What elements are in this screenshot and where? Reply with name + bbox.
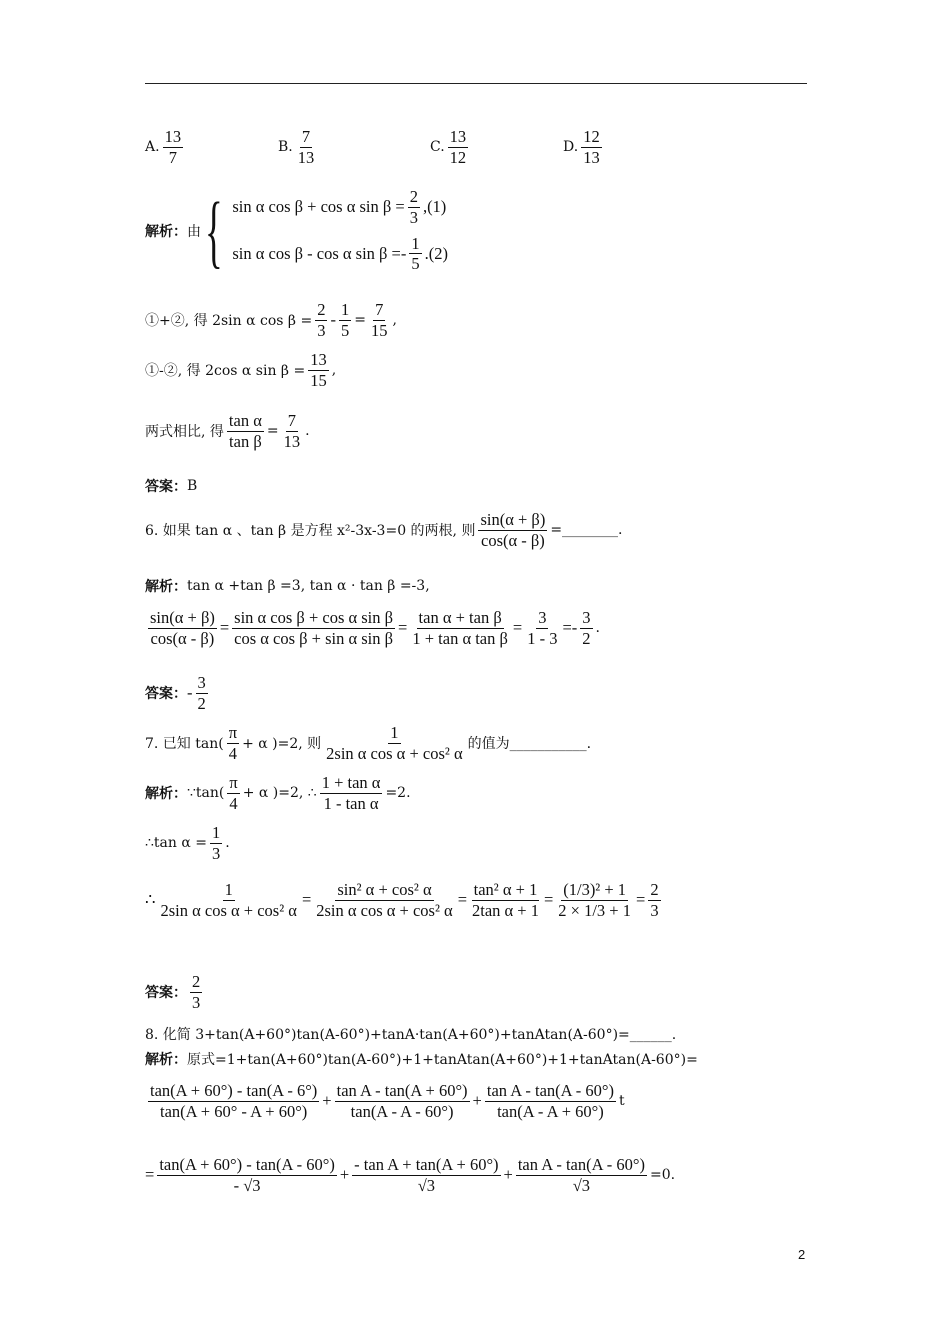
fraction: $\frac{13}{7}$ [164,127,182,167]
equation-2: sin α cos β - cos α sin β =- $\frac{1}{5}$ .(2) [232,233,448,274]
q7-tan-line: ∴tan α = $\frac{1}{3}$ . [145,823,230,863]
q7-analysis: 解析： ∵tan( $\frac{\pi}{4}$ + α )=2, ∴ $\frac{\text{1 + tan α}}{\text{1 - tan α}}$ =2. [145,773,411,813]
fraction: $\frac{12}{13}$ [583,127,600,167]
q5-system: 解析： 由 { sin α cos β + cos α sin β = $\frac{2}{3}$ ,(1) sin α cos β - cos α sin β =- $\frac{1}{5}$ .(2) [145,184,448,276]
q8-row1: $\frac{\tan(A + 60^\circ) - \tan(A - 6^\circ)}{\tan(A + 60^\circ - A + 60^\circ)}$ + $\frac{\text{tan A - tan(A + 60°)}}{\tan(A - A - 60^\circ)}$ + $\frac{\text{tan A - tan(A - 60°)}}{\tan(A - A + 60^\circ)}$ t [150,1081,625,1121]
choice-b: B. $\frac{7}{13}$ [278,127,315,167]
q8-row2: = $\frac{\tan(A + 60^\circ) - \tan(A - 60^\circ)}{- √3}$ + $\frac{\text{- tan A + tan(A + 60°)}}{√3}$ + $\frac{\text{tan A - tan(A - 60°)}}{√3}$ =0. [145,1155,676,1195]
q6-analysis: 解析： tan α +tan β =3, tan α · tan β =-3, [145,578,430,595]
q8-question: 8. 化简 3+tan(A+60°)tan(A-60°)+tanA·tan(A+60°)+tanAtan(A-60°)=______. [145,1027,677,1043]
choice-d: D. $\frac{12}{13}$ [563,127,600,167]
q5-step3: 两式相比, 得 $\frac{\text{tan α}}{\text{tan β}}$ = $\frac{7}{13}$ . [145,411,310,451]
q6-answer: 答案： - $\frac{3}{2}$ [145,673,206,713]
fraction: $\frac{7}{13}$ [297,127,315,167]
q6-chain: $\frac{\sin(\alpha + \beta)}{\cos(\alpha - \beta)}$ = $\frac{\text{sin α cos β + cos α sin β}}{\text{cos α cos β + sin α sin β}}$ = $\frac{\text{tan α + tan β}}{\text{1 + tan α tan β}}$ = $\frac{3}{1 - 3}$ =- $\frac{3}{2}$ . [150,608,600,648]
q5-step2: ①-②, 得 2cos α sin β = $\frac{13}{15}$ , [145,350,337,390]
fraction: $\frac{13}{12}$ [449,127,467,167]
page-number: 2 [798,1247,806,1262]
header-rule [145,83,807,84]
q7-chain: ∴ $\frac{1}{\text{2sin α cos α + cos² α}}$ = $\frac{\text{sin² α + cos² α}}{\text{2sin α cos α + cos² α}}$ = $\frac{\text{tan² α + 1}}{\text{2tan α + 1}}$ = $\frac{\text{(1/3)² + 1}}{2 \times 1/3 + 1}$ = $\frac{2}{3}$ [145,880,659,920]
q5-step1: ①+②, 得 2sin α cos β = $\frac{2}{3}$ - $\frac{1}{5}$ = $\frac{7}{15}$ , [145,300,397,340]
q7-answer: 答案： $\frac{2}{3}$ [145,972,201,1012]
choice-a: A. $\frac{13}{7}$ [145,127,182,167]
q7-question: 7. 已知 tan( $\frac{\pi}{4}$ + α )=2, 则 $\frac{1}{\text{2sin α cos α + cos² α}}$ 的值为___________. [145,723,592,763]
q5-answer: 答案： B [145,478,198,495]
q6-question: 6. 如果 tan α 、tan β 是方程 x²-3x-3=0 的两根, 则 $\frac{\sin(\alpha + \beta)}{\cos(\alpha - \beta)}$ =________. [145,510,623,550]
equation-1: sin α cos β + cos α sin β = $\frac{2}{3}$ ,(1) [232,187,447,227]
brace: { [205,184,223,276]
q8-analysis: 解析：原式=1+tan(A+60°)tan(A-60°)+1+tanAtan(A+60°)+1+tanAtan(A-60°)= [145,1052,698,1068]
choice-c: C. $\frac{13}{12}$ [430,127,467,167]
